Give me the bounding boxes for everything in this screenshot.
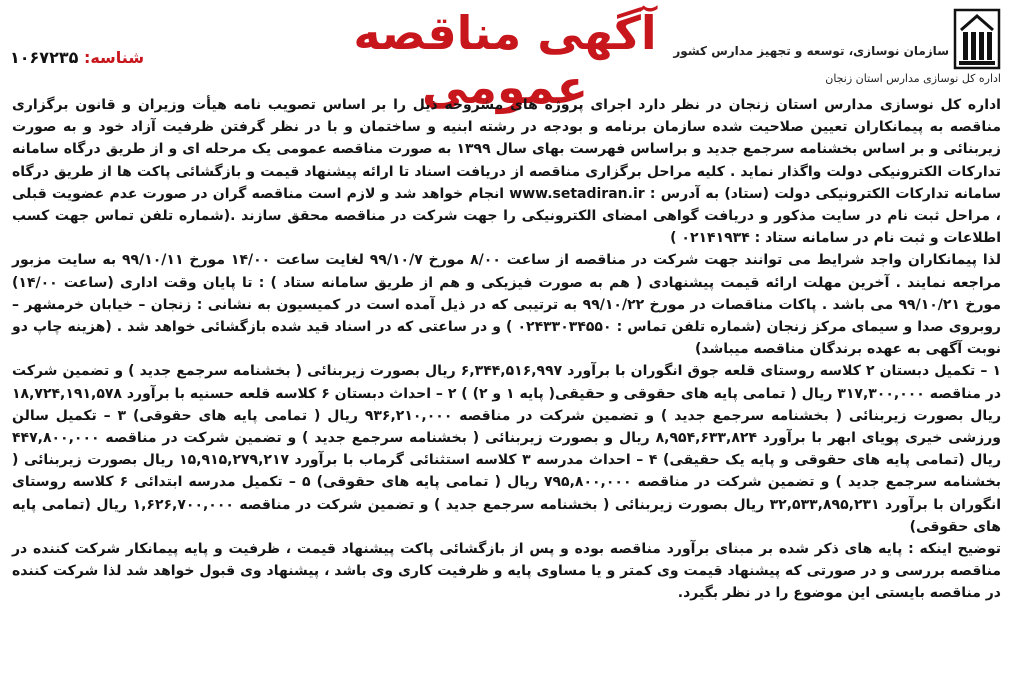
notice-title: آگهی مناقصه عمومی	[353, 6, 657, 114]
organization-logo	[673, 8, 1003, 92]
notice-paragraph-projects: ۱ – تکمیل دبستان ۲ کلاسه روستای قلعه جوق انگوران با برآورد ۶,۳۴۴,۵۱۶,۹۹۷ ریال بصورت زیربنائی ( بخشنامه سرجمع جدید ) و تضمین شرکت در مناقصه ۳۱۷,۳۰۰,۰۰۰ ریال ( تمامی پایه های حقوقی و حقیقی( پایه ۱ و ۲) ) ۲ – احداث دبستان ۶ کلاسه قلعه حسنیه با برآورد ۱۸,۷۲۴,۱۹۱,۵۷۸ ریال بصورت زیربنائی ( بخشنامه سرجمع جدید ) و تضمین شرکت در مناقصه ۹۳۶,۲۱۰,۰۰۰ ریال ( تمامی پایه های حقوقی) ۳ – تکمیل سالن ورزشی خیری پویای ابهر با برآورد ۸,۹۵۴,۶۳۳,۸۲۴ ریال و بصورت زیربنائی ( بخشنامه سرجمع جدید ) و تضمین شرکت در مناقصه ۴۴۷,۸۰۰,۰۰۰ ریال (تمامی پایه های حقوقی و پایه یک حقیقی) ۴ – احداث مدرسه ۳ کلاسه استثنائی گرماب با برآورد ۱۵,۹۱۵,۲۷۹,۲۱۷ ریال بصورت زیربنائی ( بخشنامه سرجمع جدید ) و تضمین شرکت در مناقصه ۷۹۵,۸۰۰,۰۰۰ ریال ( تمامی پایه های حقوقی) ۵ – تکمیل مدرسه ابتدائی ۶ کلاسه روستای انگوران با برآورد ۳۲,۵۳۳,۸۹۵,۲۳۱ ریال بصورت زیربنائی ( بخشنامه سرجمع جدید ) و تضمین شرکت در مناقصه ۱,۶۲۶,۷۰۰,۰۰۰ ریال (تمامی پایه های حقوقی)	[12, 363, 1002, 535]
organization-name: سازمان نوسازی، توسعه و تجهیز مدارس کشور	[673, 44, 949, 58]
notice-id-value: ۱۰۶۷۲۳۵	[10, 48, 79, 67]
organization-subtitle: اداره کل نوسازی مدارس استان زنجان	[825, 72, 1001, 85]
school-building-icon	[951, 8, 1003, 70]
notice-id-label: شناسه:	[83, 48, 145, 67]
notice-body	[12, 94, 1001, 605]
notice-paragraph-explanation: توضیح اینکه : پایه های ذکر شده بر مبنای برآورد مناقصه بوده و پس از بازگشائی پاکت پیشنهاد قیمت ، ظرفیت و پایه پیمانکار شرکت کننده در مناقصه بررسی و در صورتی که پیشنهاد قیمت وی کمتر و یا مساوی پایه و ظرفیت کاری وی باشد ، پیشنهاد وی قبول خواهد شد لذا شرکت کننده در مناقصه بایستی این موضوع را در نظر بگیرد.	[12, 541, 1001, 602]
notice-paragraph-intro: اداره کل نوسازی مدارس استان زنجان در نظر دارد اجرای پروژه های مشروحه ذیل را بر اساس تصویب نامه هیأت وزیران و قانون برگزاری مناقصه به پیمانکاران تعیین صلاحیت شده سازمان برنامه و بودجه در رشته ابنیه و ساختمان و با در نظر گرفتن ظرفیت آزاد خود و به صورت زیربنائی و بر اساس بخشنامه سرجمع جدید و براساس فهرست بهای سال ۱۳۹۹ به صورت مناقصه عمومی یک مرحله ای و از طریق درگاه سامانه تدارکات الکترونیکی دولت واگذار نماید . کلیه مراحل برگزاری مناقصه از دریافت اسناد تا ارائه پیشنهاد قیمت و بازگشائی پاکت ها از طریق درگاه سامانه تدارکات الکترونیکی دولت (ستاد) به آدرس : www.setadiran.ir انجام خواهد شد و لازم است مناقصه گران در صورت عدم عضویت قبلی ، مراحل ثبت نام در سایت مذکور و دریافت گواهی امضای الکترونیکی را جهت شرکت در مناقصه محقق سازند .(شماره تلفن تماس جهت کسب اطلاعات و ثبت نام در سامانه ستاد : ۰۲۱۴۱۹۳۴ )	[12, 97, 1001, 247]
notice-header	[0, 0, 1013, 114]
notice-id	[10, 48, 144, 67]
notice-paragraph-schedule: لذا پیمانکاران واجد شرایط می توانند جهت شرکت در مناقصه از ساعت ۸/۰۰ مورخ ۹۹/۱۰/۷ لغایت ساعت ۱۴/۰۰ مورخ ۹۹/۱۰/۱۱ به سایت مزبور مراجعه نمایند . آخرین مهلت ارائه قیمت پیشنهادی ( هم به صورت فیزیکی و هم از طریق سامانه ستاد ) : تا پایان وقت اداری (ساعت ۱۴/۰۰) مورخ ۹۹/۱۰/۲۱ می باشد . پاکات مناقصات در مورخ ۹۹/۱۰/۲۲ به ترتیبی که در ذیل آمده است در کمیسیون به نشانی : زنجان – خیابان خرمشهر – روبروی صدا و سیمای مرکز زنجان (شماره تلفن تماس : ۰۲۴۳۳۰۳۴۵۵۰ ) و در ساعتی که در اسناد قید شده بازگشائی خواهد شد . (هزینه چاپ دو نوبت آگهی به عهده برندگان مناقصه میباشد)	[12, 252, 1001, 358]
